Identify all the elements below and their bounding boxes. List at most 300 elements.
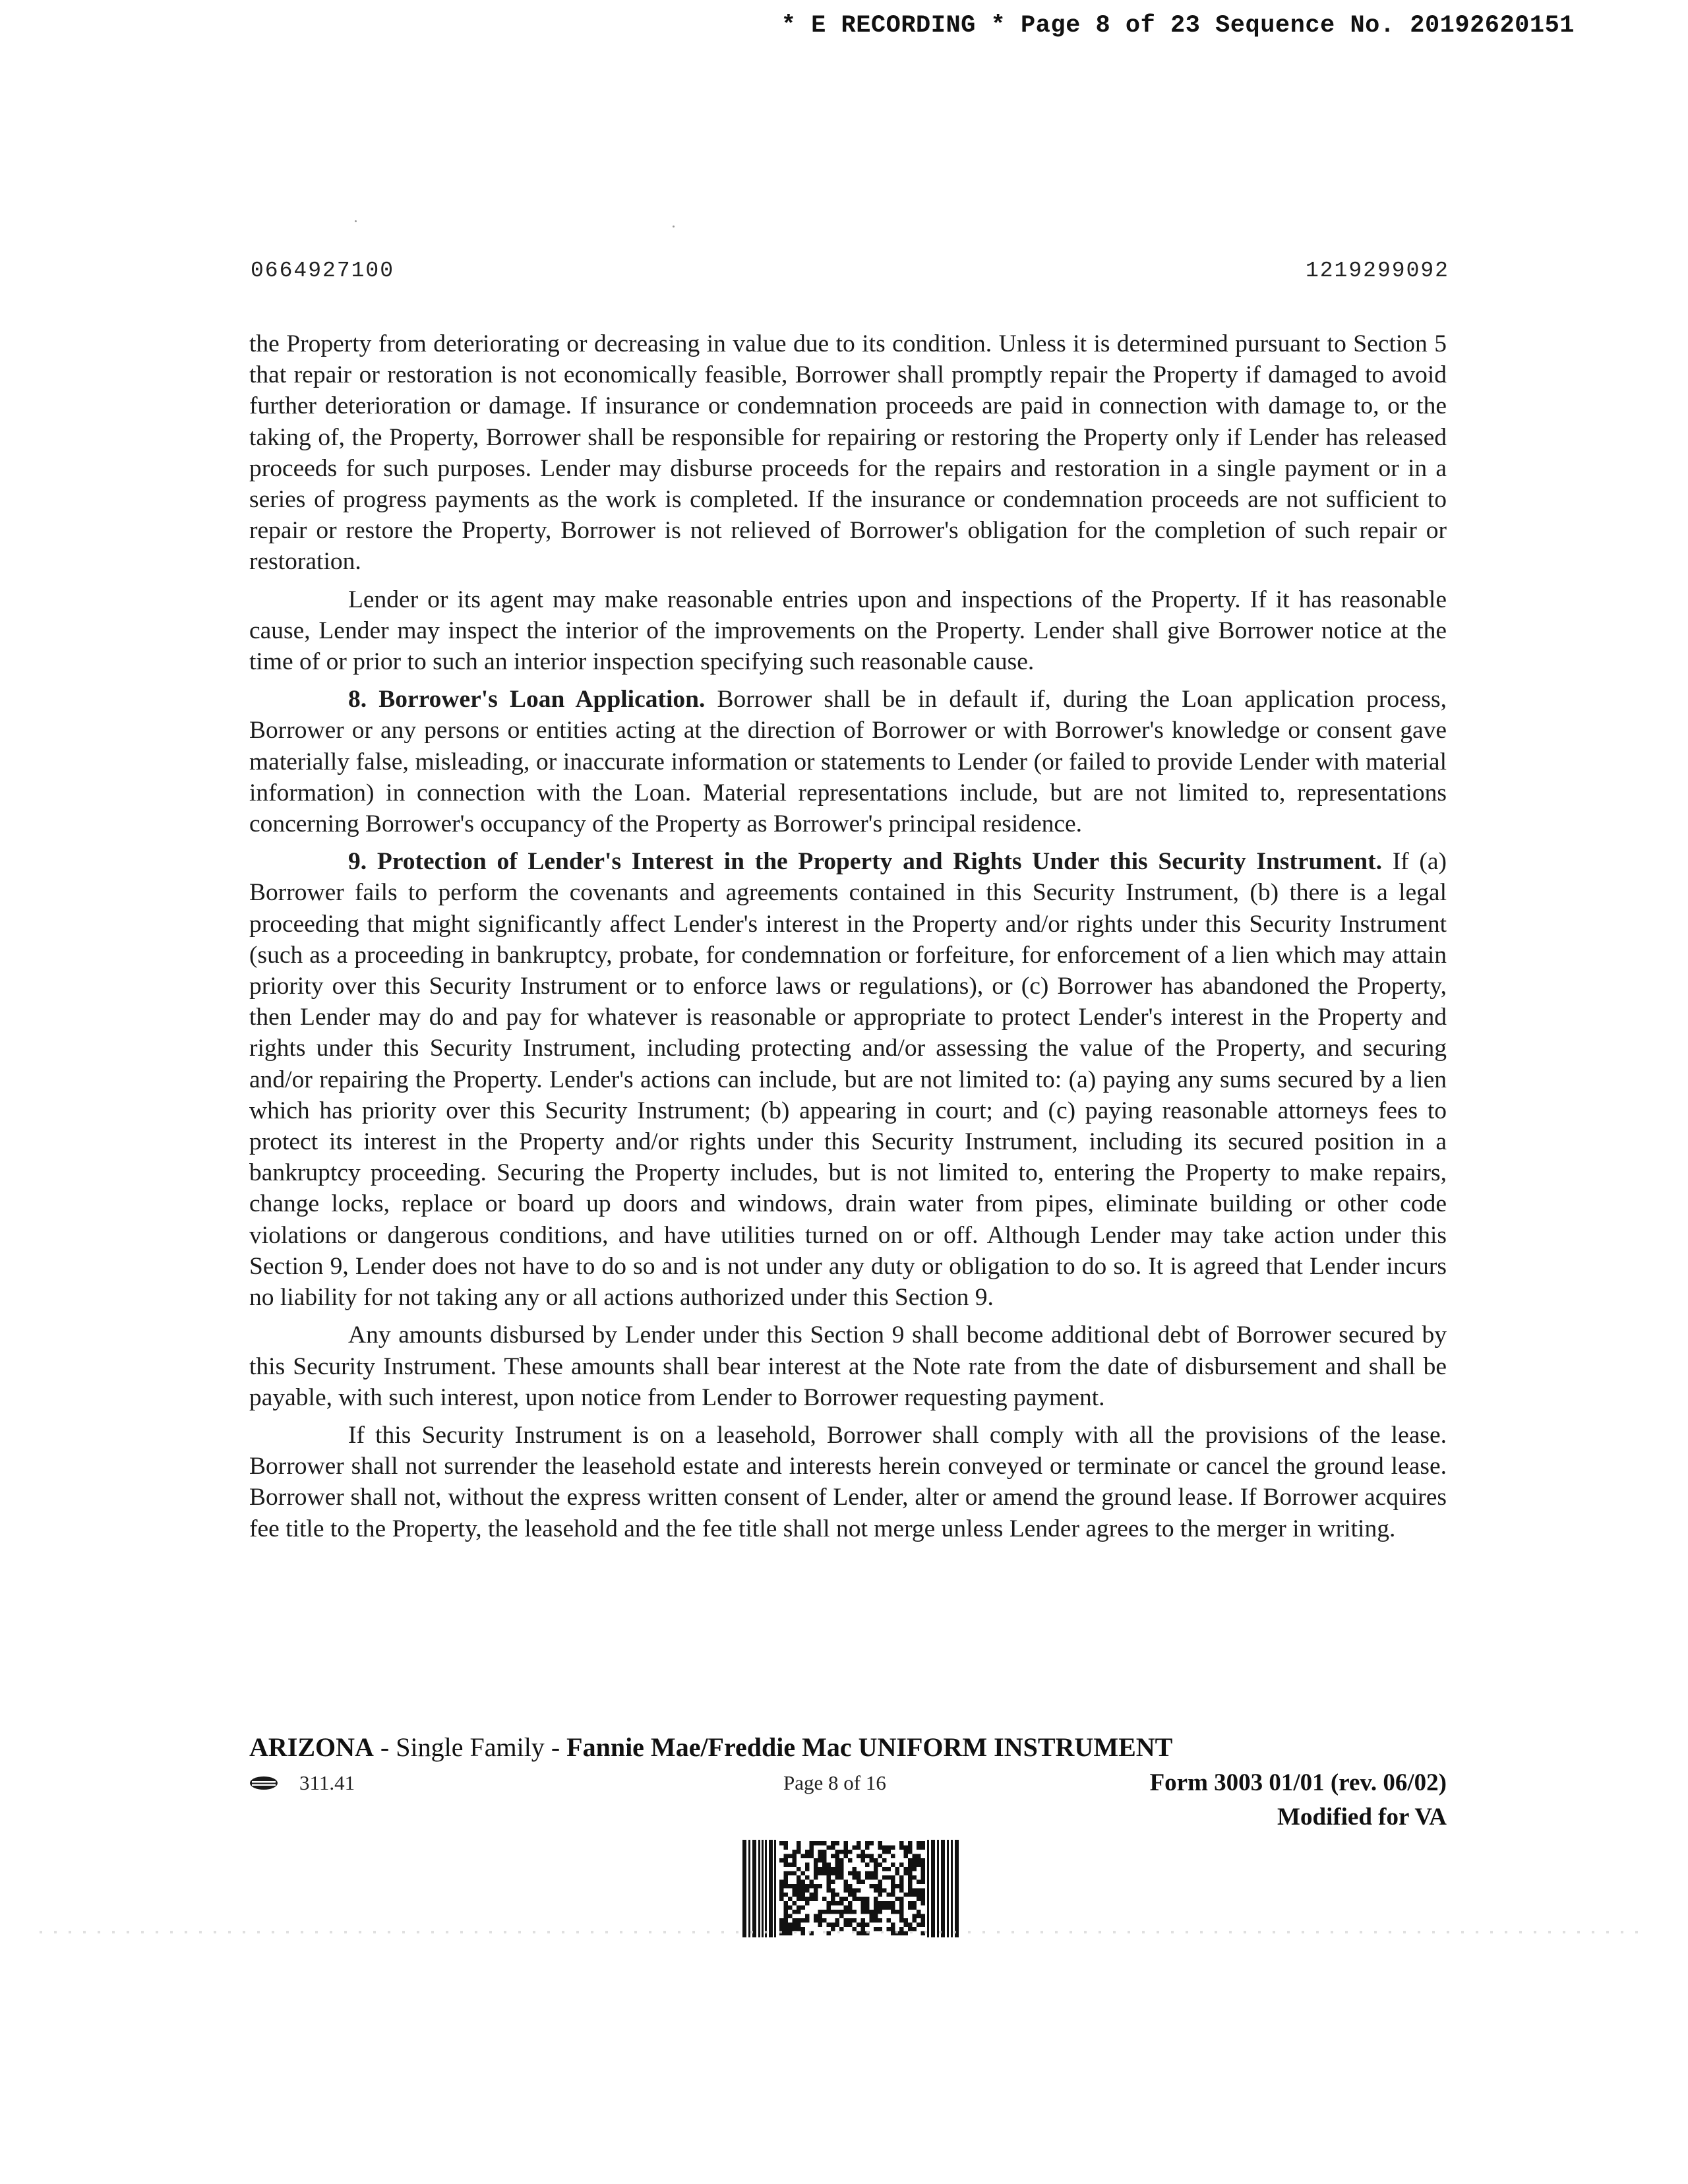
- barcode-module: [895, 1867, 900, 1871]
- barcode-module: [874, 1906, 878, 1910]
- footer-state: ARIZONA: [249, 1732, 374, 1762]
- barcode-module: [899, 1863, 904, 1867]
- section-8-heading: 8. Borrower's Loan Application.: [348, 686, 706, 713]
- barcode-module: [904, 1893, 909, 1897]
- footer-family: Single Family: [396, 1732, 545, 1762]
- barcode-module: [853, 1897, 857, 1902]
- barcode-module: [814, 1897, 818, 1902]
- barcode-module: [844, 1906, 849, 1910]
- barcode-module: [857, 1841, 861, 1846]
- barcode-module: [844, 1910, 849, 1914]
- barcode-module: [874, 1889, 878, 1893]
- barcode-module: [839, 1863, 844, 1867]
- barcode-module: [818, 1918, 823, 1923]
- barcode-module: [865, 1897, 870, 1902]
- barcode-module: [874, 1901, 878, 1906]
- barcode-module: [784, 1858, 789, 1863]
- barcode-module: [874, 1914, 878, 1919]
- barcode-module: [805, 1884, 810, 1889]
- barcode-module: [844, 1889, 849, 1893]
- barcode-module: [827, 1875, 831, 1880]
- barcode-module: [831, 1897, 835, 1902]
- barcode-module: [899, 1901, 904, 1906]
- barcode-module: [921, 1893, 926, 1897]
- barcode-module: [917, 1854, 921, 1859]
- barcode-module: [814, 1914, 818, 1919]
- barcode-module: [917, 1880, 921, 1885]
- barcode-module: [878, 1906, 883, 1910]
- barcode-module: [878, 1846, 883, 1850]
- barcode-module: [917, 1910, 921, 1914]
- barcode-module: [908, 1923, 913, 1927]
- barcode-module: [853, 1875, 857, 1880]
- barcode-module: [887, 1846, 891, 1850]
- barcode-module: [844, 1923, 849, 1927]
- barcode-module: [899, 1918, 904, 1923]
- barcode-module: [921, 1871, 926, 1876]
- barcode-module: [805, 1850, 810, 1854]
- barcode-module: [835, 1863, 840, 1867]
- barcode-module: [784, 1918, 789, 1923]
- barcode-module: [797, 1846, 801, 1850]
- barcode-module: [921, 1918, 926, 1923]
- barcode-module: [891, 1923, 895, 1927]
- barcode-module: [831, 1880, 835, 1885]
- barcode-module: [878, 1880, 883, 1885]
- barcode-module: [797, 1884, 801, 1889]
- barcode-module: [917, 1858, 921, 1863]
- barcode-module: [844, 1884, 849, 1889]
- barcode-module: [844, 1846, 849, 1850]
- scan-speck: [355, 220, 357, 222]
- barcode-module: [835, 1871, 840, 1876]
- barcode-module: [784, 1846, 789, 1850]
- barcode-module: [788, 1863, 793, 1867]
- barcode-module: [784, 1871, 789, 1876]
- paragraph-disbursement: Any amounts disbursed by Lender under this Section 9 shall become additional debt of Borrower secured by this Security Instrument. These amounts shall bear interest at the Note rate from the date of disbursement and shall be payable, with such interest, upon notice from Lender to Borrower requesting payment.: [249, 1321, 1447, 1411]
- barcode-module: [848, 1923, 853, 1927]
- barcode-module: [779, 1893, 784, 1897]
- barcode-module: [831, 1846, 835, 1850]
- barcode-module: [848, 1884, 853, 1889]
- barcode-module: [887, 1850, 891, 1854]
- barcode-module: [839, 1858, 844, 1863]
- barcode-module: [853, 1889, 857, 1893]
- barcode-module: [814, 1918, 818, 1923]
- barcode-module: [801, 1880, 806, 1885]
- barcode-module: [861, 1923, 866, 1927]
- barcode-module: [797, 1923, 801, 1927]
- barcode-module: [878, 1863, 883, 1867]
- barcode-module: [878, 1901, 883, 1906]
- barcode-module: [779, 1889, 784, 1893]
- barcode-module: [895, 1871, 900, 1876]
- barcode-module: [861, 1906, 866, 1910]
- barcode-module: [801, 1871, 806, 1876]
- barcode-module: [835, 1854, 840, 1859]
- barcode-module: [818, 1923, 823, 1927]
- document-body: [249, 328, 1447, 1551]
- footer-form-code: 311.41: [299, 1771, 355, 1794]
- barcode-module: [857, 1875, 861, 1880]
- barcode-module: [878, 1918, 883, 1923]
- barcode-module: [921, 1880, 926, 1885]
- footer-page-label: Page 8 of 16: [783, 1771, 886, 1794]
- barcode-module: [857, 1880, 861, 1885]
- barcode-module: [857, 1923, 861, 1927]
- barcode-module: [865, 1923, 870, 1927]
- barcode-module: [878, 1854, 883, 1859]
- barcode-module: [831, 1910, 835, 1914]
- barcode-module: [899, 1875, 904, 1880]
- barcode-module: [793, 1901, 797, 1906]
- barcode-module: [779, 1841, 784, 1846]
- footer-instrument: Fannie Mae/Freddie Mac UNIFORM INSTRUMENT: [566, 1732, 1173, 1762]
- barcode-module: [857, 1897, 861, 1902]
- barcode-module: [857, 1889, 861, 1893]
- barcode-module: [848, 1918, 853, 1923]
- loan-number-right: 1219299092: [1305, 258, 1449, 283]
- barcode-module: [913, 1854, 917, 1859]
- barcode-module: [899, 1880, 904, 1885]
- barcode-module: [853, 1893, 857, 1897]
- barcode-module: [784, 1854, 789, 1859]
- barcode-module: [827, 1880, 831, 1885]
- barcode-module: [857, 1846, 861, 1850]
- barcode-module: [891, 1875, 895, 1880]
- barcode-module: [822, 1910, 827, 1914]
- barcode-module: [874, 1910, 878, 1914]
- barcode-module: [831, 1871, 835, 1876]
- barcode-module: [848, 1906, 853, 1910]
- barcode-module: [831, 1893, 835, 1897]
- barcode-module: [891, 1854, 895, 1859]
- barcode-module: [822, 1897, 827, 1902]
- barcode-module: [861, 1854, 866, 1859]
- barcode-module: [865, 1854, 870, 1859]
- barcode-module: [865, 1846, 870, 1850]
- barcode-module: [805, 1867, 810, 1871]
- barcode-module: [793, 1918, 797, 1923]
- barcode-module: [882, 1850, 887, 1854]
- barcode-module: [857, 1854, 861, 1859]
- barcode-module: [801, 1889, 806, 1893]
- barcode-module: [848, 1901, 853, 1906]
- barcode-module: [784, 1901, 789, 1906]
- barcode-module: [921, 1897, 926, 1902]
- barcode-module: [793, 1850, 797, 1854]
- barcode-module: [805, 1863, 810, 1867]
- barcode-module: [904, 1918, 909, 1923]
- barcode-module: [827, 1863, 831, 1867]
- section-9-text: If (a) Borrower fails to perform the covenants and agreements contained in this Security Instrument, (b) there is a legal proceeding that might significantly affect Lender's interest in the Property and/or rights under this Security Instrument (such as a proceeding in bankruptcy, probate, for condemnation or forfeiture, for enforcement of a lien which may attain priority over this Security Instrument or to enforce laws or regulations), or (c) Borrower has abandoned the Property, then Lender may do and pay for whatever is reasonable or appropriate to protect Lender's interest in the Property and rights under this Security Instrument, including protecting and/or assessing the value of the Property, and securing and/or repairing the Property. Lender's actions can include, but are not limited to: (a) paying any sums secured by a lien which has priority over this Security Instrument; (b) appearing in court; and (c) paying reasonable attorneys fees to protect its interest in the Property and/or rights under this Security Instrument, including its secured position in a bankruptcy proceeding. Securing the Property includes, but is not limited to, entering the Property to make repairs, change locks, replace or board up doors and windows, drain water from pipes, eliminate building or other code violations or dangerous conditions, and have utilities turned on or off. Although Lender may take action under this Section 9, Lender does not have to do so and is not under any duty or obligation to do so. It is agreed that Lender incurs no liability for not taking any or all actions authorized under this Section 9.: [249, 848, 1447, 1312]
- barcode-module: [784, 1884, 789, 1889]
- barcode-module: [788, 1871, 793, 1876]
- barcode-module: [870, 1918, 874, 1923]
- barcode-module: [861, 1858, 866, 1863]
- barcode-module: [899, 1910, 904, 1914]
- scan-artifact-line: [40, 1931, 1648, 1933]
- barcode-module: [895, 1884, 900, 1889]
- barcode-module: [827, 1884, 831, 1889]
- section-8: [249, 684, 1447, 839]
- barcode-module: [801, 1854, 806, 1859]
- barcode-module: [921, 1846, 926, 1850]
- barcode-module: [908, 1901, 913, 1906]
- barcode-module: [801, 1918, 806, 1923]
- barcode-module: [908, 1880, 913, 1885]
- barcode-module: [857, 1871, 861, 1876]
- barcode-module: [784, 1880, 789, 1885]
- barcode-module: [788, 1914, 793, 1919]
- footer-modified: Modified for VA: [1277, 1804, 1447, 1831]
- barcode-module: [810, 1846, 814, 1850]
- barcode-module: [839, 1897, 844, 1902]
- barcode-module: [797, 1850, 801, 1854]
- barcode-module: [891, 1889, 895, 1893]
- barcode-module: [818, 1871, 823, 1876]
- barcode-module: [904, 1867, 909, 1871]
- barcode-module: [913, 1889, 917, 1893]
- barcode-module: [887, 1906, 891, 1910]
- barcode-module: [827, 1889, 831, 1893]
- barcode-module: [904, 1846, 909, 1850]
- barcode-module: [899, 1906, 904, 1910]
- barcode-module: [891, 1901, 895, 1906]
- barcode-module: [848, 1893, 853, 1897]
- barcode-module: [878, 1893, 883, 1897]
- barcode-module: [874, 1867, 878, 1871]
- barcode-module: [874, 1884, 878, 1889]
- barcode-module: [848, 1889, 853, 1893]
- barcode-module: [882, 1858, 887, 1863]
- barcode-module: [882, 1889, 887, 1893]
- barcode-module: [899, 1841, 904, 1846]
- barcode-module: [865, 1901, 870, 1906]
- barcode-module: [801, 1893, 806, 1897]
- barcode-module: [844, 1918, 849, 1923]
- barcode-module: [827, 1871, 831, 1876]
- barcode-module: [908, 1893, 913, 1897]
- barcode-module: [784, 1875, 789, 1880]
- barcode-module: [805, 1875, 810, 1880]
- barcode-module: [818, 1884, 823, 1889]
- barcode-module: [835, 1858, 840, 1863]
- scan-speck: [673, 226, 675, 228]
- barcode-module: [887, 1901, 891, 1906]
- barcode-module: [810, 1841, 814, 1846]
- barcode-module: [793, 1854, 797, 1859]
- barcode-module: [839, 1871, 844, 1876]
- barcode-module: [865, 1875, 870, 1880]
- barcode-module: [899, 1884, 904, 1889]
- barcode-module: [835, 1910, 840, 1914]
- barcode-module: [870, 1841, 874, 1846]
- barcode-module: [814, 1858, 818, 1863]
- barcode-module: [822, 1867, 827, 1871]
- barcode-module: [835, 1893, 840, 1897]
- barcode-module: [779, 1923, 784, 1927]
- barcode-module: [779, 1880, 784, 1885]
- barcode-module: [882, 1901, 887, 1906]
- barcode-module: [917, 1841, 921, 1846]
- barcode-module: [814, 1867, 818, 1871]
- barcode-module: [835, 1850, 840, 1854]
- barcode-module: [917, 1897, 921, 1902]
- barcode-module: [882, 1875, 887, 1880]
- barcode-module: [814, 1884, 818, 1889]
- barcode-module: [779, 1884, 784, 1889]
- barcode-module: [805, 1897, 810, 1902]
- barcode-module: [827, 1846, 831, 1850]
- barcode-module: [788, 1897, 793, 1902]
- barcode-module: [904, 1854, 909, 1859]
- barcode-module: [793, 1893, 797, 1897]
- barcode-module: [921, 1889, 926, 1893]
- barcode-module: [870, 1910, 874, 1914]
- barcode-module: [913, 1863, 917, 1867]
- barcode-module: [831, 1867, 835, 1871]
- barcode-module: [839, 1914, 844, 1919]
- section-9: [249, 846, 1447, 1313]
- barcode-module: [908, 1906, 913, 1910]
- barcode-module: [878, 1889, 883, 1893]
- barcode-module: [822, 1850, 827, 1854]
- barcode-module: [839, 1875, 844, 1880]
- barcode-module: [784, 1893, 789, 1897]
- barcode-module: [917, 1846, 921, 1850]
- barcode-module: [835, 1901, 840, 1906]
- barcode-module: [810, 1850, 814, 1854]
- barcode-module: [779, 1858, 784, 1863]
- barcode-module: [913, 1918, 917, 1923]
- barcode-module: [839, 1910, 844, 1914]
- barcode-module: [853, 1918, 857, 1923]
- barcode-module: [917, 1923, 921, 1927]
- barcode-module: [891, 1884, 895, 1889]
- footer-form-number: Form 3003 01/01 (rev. 06/02): [1149, 1769, 1447, 1796]
- barcode-module: [913, 1906, 917, 1910]
- barcode-module: [801, 1884, 806, 1889]
- paragraph-continuation: the Property from deteriorating or decreasing in value due to its condition. Unless it is determined pursuant to Section 5 that repair or restoration is not economically feasible, Borrower shall promptly repair the Property if damaged to avoid further deterioration or damage. If insurance or condemnation proceeds are paid in connection with damage to, or the taking of, the Property, Borrower shall be responsible for repairing or restoring the Property only if Lender has released proceeds for such purposes. Lender may disburse proceeds for the repairs and restoration in a single payment or in a series of progress payments as the work is completed. If the insurance or condemnation proceeds are not sufficient to repair or restore the Property, Borrower is not relieved of Borrower's obligation for the completion of such repair or restoration.: [249, 330, 1447, 576]
- barcode-module: [805, 1914, 810, 1919]
- barcode-module: [835, 1867, 840, 1871]
- barcode-module: [865, 1863, 870, 1867]
- barcode-module: [913, 1867, 917, 1871]
- barcode-module: [870, 1854, 874, 1859]
- barcode-module: [921, 1914, 926, 1919]
- barcode-module: [814, 1871, 818, 1876]
- section-9-heading: 9. Protection of Lender's Interest in the Property and Rights Under this Security Instrument.: [348, 848, 1382, 876]
- barcode-module: [899, 1889, 904, 1893]
- barcode-module: [861, 1901, 866, 1906]
- barcode-module: [874, 1875, 878, 1880]
- barcode-module: [891, 1893, 895, 1897]
- barcode-module: [797, 1918, 801, 1923]
- barcode-module: [779, 1918, 784, 1923]
- barcode-module: [788, 1884, 793, 1889]
- barcode-module: [784, 1863, 789, 1867]
- barcode-module: [848, 1910, 853, 1914]
- barcode-module: [844, 1850, 849, 1854]
- barcode-module: [814, 1889, 818, 1893]
- barcode-module: [827, 1901, 831, 1906]
- barcode-module: [895, 1897, 900, 1902]
- barcode-module: [818, 1914, 823, 1919]
- barcode-module: [908, 1841, 913, 1846]
- barcode-module: [831, 1923, 835, 1927]
- barcode-module: [827, 1906, 831, 1910]
- barcode-module: [797, 1880, 801, 1885]
- barcode-module: [904, 1923, 909, 1927]
- barcode-module: [793, 1910, 797, 1914]
- footer-row: [249, 1769, 1447, 1802]
- barcode-module: [814, 1875, 818, 1880]
- barcode-module: [797, 1889, 801, 1893]
- barcode-module: [917, 1863, 921, 1867]
- barcode-module: [822, 1854, 827, 1859]
- footer-separator: -: [373, 1732, 396, 1762]
- barcode-module: [814, 1863, 818, 1867]
- barcode-module: [921, 1875, 926, 1880]
- recording-header: * E RECORDING * Page 8 of 23 Sequence No. 20192620151: [781, 12, 1575, 40]
- barcode-module: [865, 1910, 870, 1914]
- paragraph-leasehold: If this Security Instrument is on a leasehold, Borrower shall comply with all the provisions of the lease. Borrower shall not surrender the leasehold estate and interests herein conveyed or terminate or cancel the ground lease. Borrower shall not, without the express written consent of Lender, alter or amend the ground lease. If Borrower acquires fee title to the Property, the leasehold and the fee title shall not merge unless Lender agrees to the merger in writing.: [249, 1421, 1447, 1542]
- barcode-module: [831, 1889, 835, 1893]
- barcode-module: [853, 1910, 857, 1914]
- barcode-module: [853, 1871, 857, 1876]
- barcode-module: [882, 1846, 887, 1850]
- barcode-module: [913, 1893, 917, 1897]
- barcode-module: [822, 1858, 827, 1863]
- barcode-module: [874, 1897, 878, 1902]
- barcode-module: [874, 1858, 878, 1863]
- barcode-module: [921, 1923, 926, 1927]
- barcode-module: [805, 1901, 810, 1906]
- barcode-module: [891, 1906, 895, 1910]
- barcode-module: [921, 1841, 926, 1846]
- barcode-module: [784, 1923, 789, 1927]
- barcode-module: [818, 1867, 823, 1871]
- barcode-module: [797, 1893, 801, 1897]
- barcode-module: [865, 1841, 870, 1846]
- barcode-icon: [742, 1840, 960, 1937]
- barcode-module: [818, 1854, 823, 1859]
- barcode-module: [887, 1867, 891, 1871]
- barcode-module: [917, 1914, 921, 1919]
- barcode-module: [908, 1867, 913, 1871]
- barcode-module: [793, 1858, 797, 1863]
- barcode-module: [874, 1918, 878, 1923]
- barcode-module: [797, 1875, 801, 1880]
- barcode-module: [887, 1875, 891, 1880]
- barcode-module: [844, 1854, 849, 1859]
- barcode-module: [810, 1897, 814, 1902]
- barcode-module: [801, 1897, 806, 1902]
- barcode-module: [913, 1901, 917, 1906]
- barcode-module: [831, 1854, 835, 1859]
- barcode-module: [848, 1850, 853, 1854]
- barcode-module: [899, 1897, 904, 1902]
- barcode-module: [793, 1923, 797, 1927]
- barcode-module: [853, 1867, 857, 1871]
- barcode-module: [844, 1841, 849, 1846]
- barcode-module: [822, 1863, 827, 1867]
- barcode-module: [839, 1850, 844, 1854]
- barcode-module: [899, 1846, 904, 1850]
- barcode-module: [908, 1884, 913, 1889]
- barcode-module: [853, 1846, 857, 1850]
